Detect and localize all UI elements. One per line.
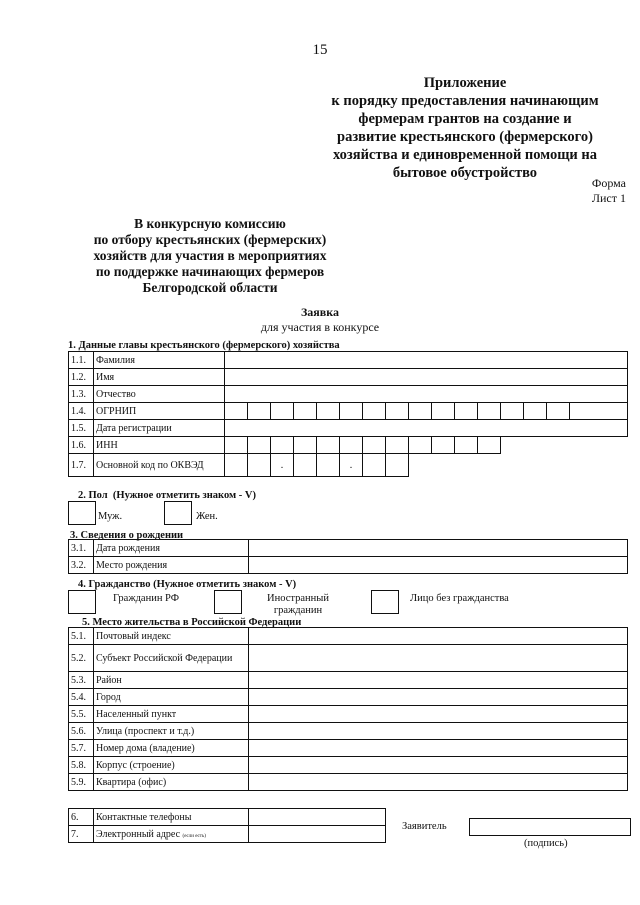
row-label: Место рождения: [94, 557, 249, 574]
commission-line: по поддержке начинающих фермеров: [95, 264, 325, 279]
applicant-label: Заявитель: [402, 821, 447, 832]
email-field[interactable]: [249, 826, 386, 843]
row-number: 5.7.: [69, 740, 94, 757]
foreign-citizen-line: гражданин: [273, 605, 323, 616]
building-field[interactable]: [249, 757, 628, 774]
ogrnip-digit-cell[interactable]: [248, 403, 271, 420]
ogrnip-digit-cell[interactable]: [478, 403, 501, 420]
inn-spacer-cell: [501, 437, 628, 454]
title: Заявка: [300, 305, 340, 319]
table-row: [69, 403, 628, 420]
foreign-citizen-checkbox[interactable]: [214, 590, 242, 614]
inn-digit-cell[interactable]: [478, 437, 501, 454]
inn-digit-cell[interactable]: [432, 437, 455, 454]
section2-heading: [78, 490, 256, 501]
section2-title: 2. Пол: [78, 490, 108, 501]
okved-digit-cell[interactable]: [248, 454, 271, 477]
patronymic-field[interactable]: [225, 386, 628, 403]
foreign-citizen-line: Иностранный: [267, 593, 329, 604]
sheet-label: Лист 1: [591, 191, 626, 205]
appendix-line: фермерам грантов на создание и: [358, 111, 572, 127]
commission-line: Белгородской области: [142, 280, 278, 295]
registration-date-field[interactable]: [225, 420, 628, 437]
table-row: [69, 740, 628, 757]
table-row: [69, 809, 386, 826]
row-number: 5.4.: [69, 689, 94, 706]
section1-table: [68, 351, 628, 477]
row-label: ОГРНИП: [94, 403, 225, 420]
inn-digit-cell[interactable]: [363, 437, 386, 454]
okved-digit-cell[interactable]: [317, 454, 340, 477]
male-label: Муж.: [98, 511, 123, 522]
ogrnip-digit-cell[interactable]: [501, 403, 524, 420]
settlement-field[interactable]: [249, 706, 628, 723]
region-field[interactable]: [249, 645, 628, 672]
phone-field[interactable]: [249, 809, 386, 826]
row-number: 5.2.: [69, 645, 94, 672]
commission-line: хозяйств для участия в мероприятиях: [93, 248, 327, 263]
table-row: [69, 557, 628, 574]
citizen-rf-checkbox[interactable]: [68, 590, 96, 614]
house-number-field[interactable]: [249, 740, 628, 757]
row-number: 1.7.: [69, 454, 94, 477]
row-label: Номер дома (владение): [94, 740, 249, 757]
form-label: Форма: [591, 176, 626, 190]
row-number: 6.: [69, 809, 94, 826]
table-row: [69, 774, 628, 791]
okved-digit-cell[interactable]: [386, 454, 409, 477]
table-row: [69, 723, 628, 740]
ogrnip-digit-cell[interactable]: [294, 403, 317, 420]
street-field[interactable]: [249, 723, 628, 740]
row-label: Субъект Российской Федерации: [94, 645, 249, 672]
table-row: [69, 689, 628, 706]
table-row: [69, 672, 628, 689]
email-optional-note: (если есть): [182, 833, 206, 839]
okved-digit-cell[interactable]: [294, 454, 317, 477]
table-row: [69, 540, 628, 557]
row-number: 3.1.: [69, 540, 94, 557]
okved-digit-cell[interactable]: [225, 454, 248, 477]
birth-date-field[interactable]: [249, 540, 628, 557]
row-number: 1.2.: [69, 369, 94, 386]
table-row: [69, 645, 628, 672]
inn-digit-cell[interactable]: [409, 437, 432, 454]
section1-heading: 1. Данные главы крестьянского (фермерского) хозяйства: [68, 340, 340, 351]
application-title: [0, 305, 640, 335]
row-label: Район: [94, 672, 249, 689]
row-number: 5.9.: [69, 774, 94, 791]
page-number: 15: [312, 42, 328, 58]
ogrnip-digit-cell[interactable]: [271, 403, 294, 420]
row-label: [94, 826, 249, 843]
row-label: ИНН: [94, 437, 225, 454]
row-label: Дата регистрации: [94, 420, 225, 437]
row-label: Населенный пункт: [94, 706, 249, 723]
commission-line: В конкурсную комиссию: [134, 216, 286, 231]
ogrnip-digit-cell[interactable]: [547, 403, 570, 420]
section3-table: [68, 539, 628, 574]
row-number: 5.3.: [69, 672, 94, 689]
section3-heading: 3. Сведения о рождении: [70, 530, 184, 541]
table-row: [69, 352, 628, 369]
row-label: Имя: [94, 369, 225, 386]
row-label: Почтовый индекс: [94, 628, 249, 645]
commission-address: [70, 216, 350, 296]
name-field[interactable]: [225, 369, 628, 386]
row-label: Отчество: [94, 386, 225, 403]
ogrnip-digit-cell[interactable]: [317, 403, 340, 420]
postal-code-field[interactable]: [249, 628, 628, 645]
table-row: [69, 420, 628, 437]
section5-table: [68, 627, 628, 791]
row-number: 5.1.: [69, 628, 94, 645]
citizen-rf-label: Гражданин РФ: [113, 593, 180, 604]
appendix-header: [300, 74, 630, 182]
row-label: Основной код по ОКВЭД: [94, 454, 225, 477]
appendix-line: развитие крестьянского (фермерского): [337, 129, 593, 145]
female-checkbox[interactable]: [164, 501, 192, 525]
form-sheet-label: [592, 176, 626, 206]
row-label: Улица (проспект и т.д.): [94, 723, 249, 740]
appendix-line: Приложение: [423, 75, 507, 91]
inn-digit-cell[interactable]: [294, 437, 317, 454]
foreign-citizen-label: [258, 593, 338, 617]
table-row: [69, 706, 628, 723]
appendix-line: хозяйства и единовременной помощи на: [332, 147, 598, 163]
okved-spacer-cell: [409, 454, 628, 477]
inn-digit-cell[interactable]: [248, 437, 271, 454]
inn-digit-cell[interactable]: [455, 437, 478, 454]
ogrnip-digit-cell[interactable]: [455, 403, 478, 420]
row-label: Дата рождения: [94, 540, 249, 557]
ogrnip-digit-cell[interactable]: [225, 403, 248, 420]
table-row: [69, 628, 628, 645]
surname-field[interactable]: [225, 352, 628, 369]
table-row: [69, 386, 628, 403]
ogrnip-digit-cell[interactable]: [409, 403, 432, 420]
district-field[interactable]: [249, 672, 628, 689]
email-label: Электронный адрес: [96, 828, 181, 840]
ogrnip-spacer-cell: [570, 403, 628, 420]
inn-digit-cell[interactable]: [317, 437, 340, 454]
section2-note: (Нужное отметить знаком - V): [112, 490, 256, 501]
table-row: [69, 437, 628, 454]
okved-digit-cell[interactable]: [363, 454, 386, 477]
ogrnip-digit-cell[interactable]: [363, 403, 386, 420]
table-row: [69, 454, 628, 477]
appendix-line: бытовое обустройство: [392, 165, 538, 181]
female-label: Жен.: [196, 511, 218, 522]
table-row: [69, 757, 628, 774]
male-checkbox[interactable]: [68, 501, 96, 525]
ogrnip-digit-cell[interactable]: [524, 403, 547, 420]
inn-digit-cell[interactable]: [340, 437, 363, 454]
row-number: 1.3.: [69, 386, 94, 403]
apartment-field[interactable]: [249, 774, 628, 791]
city-field[interactable]: [249, 689, 628, 706]
row-number: 1.4.: [69, 403, 94, 420]
row-label: Контактные телефоны: [94, 809, 249, 826]
table-row: [69, 369, 628, 386]
row-number: 1.5.: [69, 420, 94, 437]
row-label: Квартира (офис): [94, 774, 249, 791]
ogrnip-digit-cell[interactable]: [386, 403, 409, 420]
row-number: 7.: [69, 826, 94, 843]
inn-digit-cell[interactable]: [271, 437, 294, 454]
contacts-table: [68, 808, 386, 843]
row-label: Фамилия: [94, 352, 225, 369]
inn-digit-cell[interactable]: [225, 437, 248, 454]
row-label: Город: [94, 689, 249, 706]
ogrnip-digit-cell[interactable]: [432, 403, 455, 420]
row-number: 1.1.: [69, 352, 94, 369]
row-label: Корпус (строение): [94, 757, 249, 774]
section4-heading: 4. Гражданство (Нужное отметить знаком - V): [78, 579, 297, 590]
row-number: 5.8.: [69, 757, 94, 774]
row-number: 1.6.: [69, 437, 94, 454]
ogrnip-digit-cell[interactable]: [340, 403, 363, 420]
stateless-checkbox[interactable]: [371, 590, 399, 614]
row-number: 5.5.: [69, 706, 94, 723]
appendix-line: к порядку предоставления начинающим: [331, 93, 599, 109]
stateless-label: Лицо без гражданства: [410, 593, 509, 604]
okved-dot-cell: .: [271, 454, 294, 477]
signature-caption: (подпись): [524, 838, 568, 849]
okved-dot-cell: .: [340, 454, 363, 477]
section5-heading: 5. Место жительства в Российской Федерации: [82, 617, 302, 628]
subtitle: для участия в конкурсе: [260, 320, 380, 334]
birth-place-field[interactable]: [249, 557, 628, 574]
row-number: 5.6.: [69, 723, 94, 740]
inn-digit-cell[interactable]: [386, 437, 409, 454]
commission-line: по отбору крестьянских (фермерских): [93, 232, 327, 247]
row-number: 3.2.: [69, 557, 94, 574]
signature-field[interactable]: [469, 818, 631, 836]
table-row: [69, 826, 386, 843]
